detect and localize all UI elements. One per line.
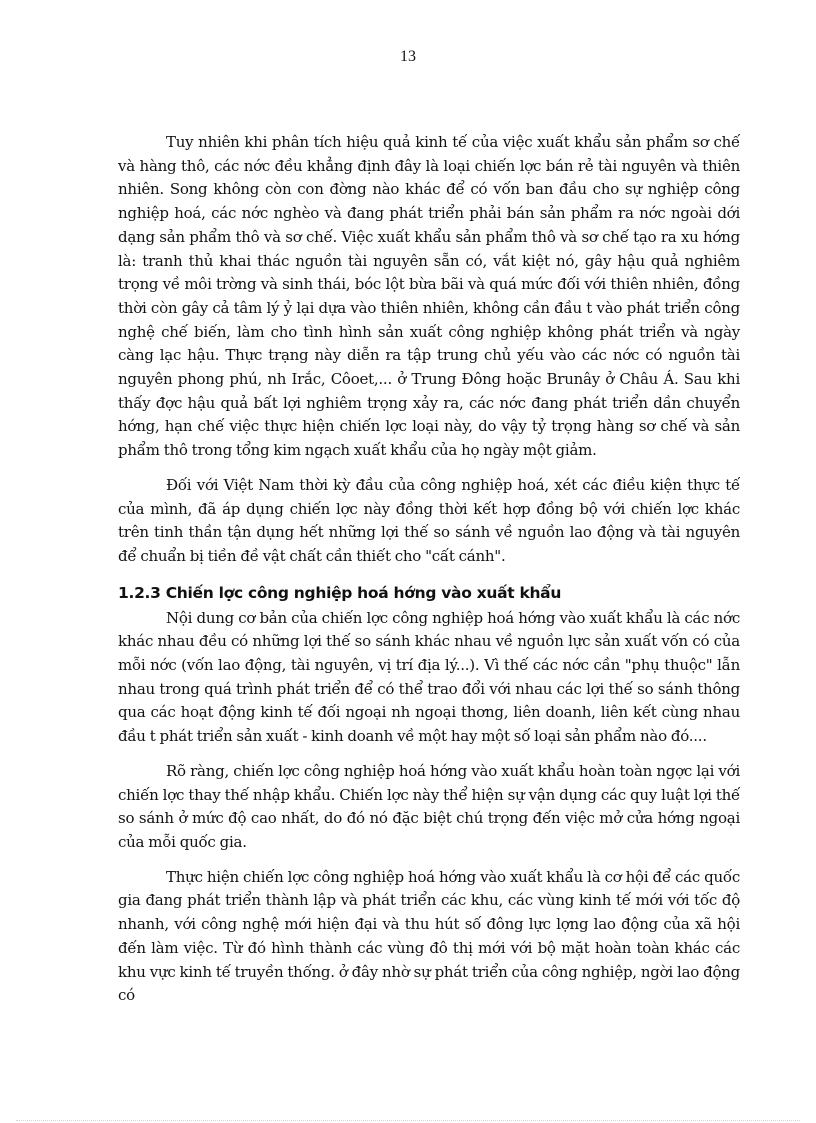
paragraph-export-raw-products: Tuy nhiên khi phân tích hiệu quả kinh tế của việc xuất khẩu sản phẩm sơ chế và hàng thô, các nớc đều khẳng định đây là loại chiến lợc bán rẻ tài nguyên và thiên nhiên. Song không còn con đờng nào khác để có vốn ban đầu cho sự nghiệp công nghiệp hoá, các nớc nghèo và đang phát triển phải bán sản phẩm ra nớc ngoài dới dạng sản phẩm thô và sơ chế. Việc xuất khẩu sản phẩm thô và sơ chế tạo ra xu hớng là: tranh thủ khai thác nguồn tài nguyên sẵn có, vắt kiệt nó, gây hậu quả nghiêm trọng về môi trờng và sinh thái, bóc lột bừa bãi và quá mức đối với thiên nhiên, đồng thời còn gây cả tâm lý ỷ lại dựa vào thiên nhiên, không cần đầu t vào phát triển công nghệ chế biến, làm cho tình hình sản xuất công nghiệp không phát triển và ngày càng lạc hậu. Thực trạng này diễn ra tập trung chủ yếu vào các nớc có nguồn tài nguyên phong phú, nh Irắc, Côoet,... ở Trung Đông hoặc Brunây ở Châu Á. Sau khi thấy đợc hậu quả bất lợi nghiêm trọng xảy ra, các nớc đang phát triển dần chuyển hớng, hạn chế việc thực hiện chiến lợc loại này, do vậy tỷ trọng hàng sơ chế và sản phẩm thô trong tổng kim ngạch xuất khẩu của họ ngày một giảm. [118, 133, 740, 460]
page-number: 13 [400, 48, 416, 65]
document-body [118, 131, 740, 1008]
paragraph-implementation: Thực hiện chiến lợc công nghiệp hoá hớng vào xuất khẩu là cơ hội để các quốc gia đang phát triển thành lập và phát triển các khu, các vùng kinh tế mới với tốc độ nhanh, với công nghệ mới hiện đại và thu hút số đông lực lợng lao động của xã hội đến làm việc. Từ đó hình thành các vùng đô thị mới với bộ mặt hoàn toàn khác các khu vực kinh tế truyền thống. ở đây nhờ sự phát triển của công nghiệp, ngời lao động có [118, 867, 740, 1005]
paragraph-strategy-content: Nội dung cơ bản của chiến lợc công nghiệp hoá hớng vào xuất khẩu là các nớc khác nhau đều có những lợi thế so sánh khác nhau về nguồn lực sản xuất vốn có của mỗi nớc (vốn lao động, tài nguyên, vị trí địa lý...). Vì thế các nớc cần "phụ thuộc" lẫn nhau trong quá trình phát triển để có thể trao đổi với nhau các lợi thế so sánh thông qua các hoạt động kinh tế đối ngoại nh ngoại thơng, liên doanh, liên kết cùng nhau đầu t phát triển sản xuất - kinh doanh về một hay một số loại sản phẩm nào đó.... [118, 608, 740, 746]
section-heading: 1.2.3 Chiến lợc công nghiệp hoá hớng vào xuất khẩu [118, 583, 562, 602]
paragraph-clearly: Rõ ràng, chiến lợc công nghiệp hoá hớng vào xuất khẩu hoàn toàn ngợc lại với chiến lợc thay thế nhập khẩu. Chiến lợc này thể hiện sự vận dụng các quy luật lợi thế so sánh ở mức độ cao nhất, do đó nó đặc biệt chú trọng đến việc mở cửa hớng ngoại của mỗi quốc gia. [118, 761, 740, 851]
page-bottom-border [16, 1120, 800, 1121]
paragraph-vietnam-strategy: Đối với Việt Nam thời kỳ đầu của công nghiệp hoá, xét các điều kiện thực tế của mình, đã áp dụng chiến lợc này đồng thời kết hợp đồng bộ với chiến lợc khác trên tinh thần tận dụng hết những lợi thế so sánh về nguồn lao động và tài nguyên để chuẩn bị tiền đề vật chất cần thiết cho "cất cánh". [118, 475, 740, 565]
